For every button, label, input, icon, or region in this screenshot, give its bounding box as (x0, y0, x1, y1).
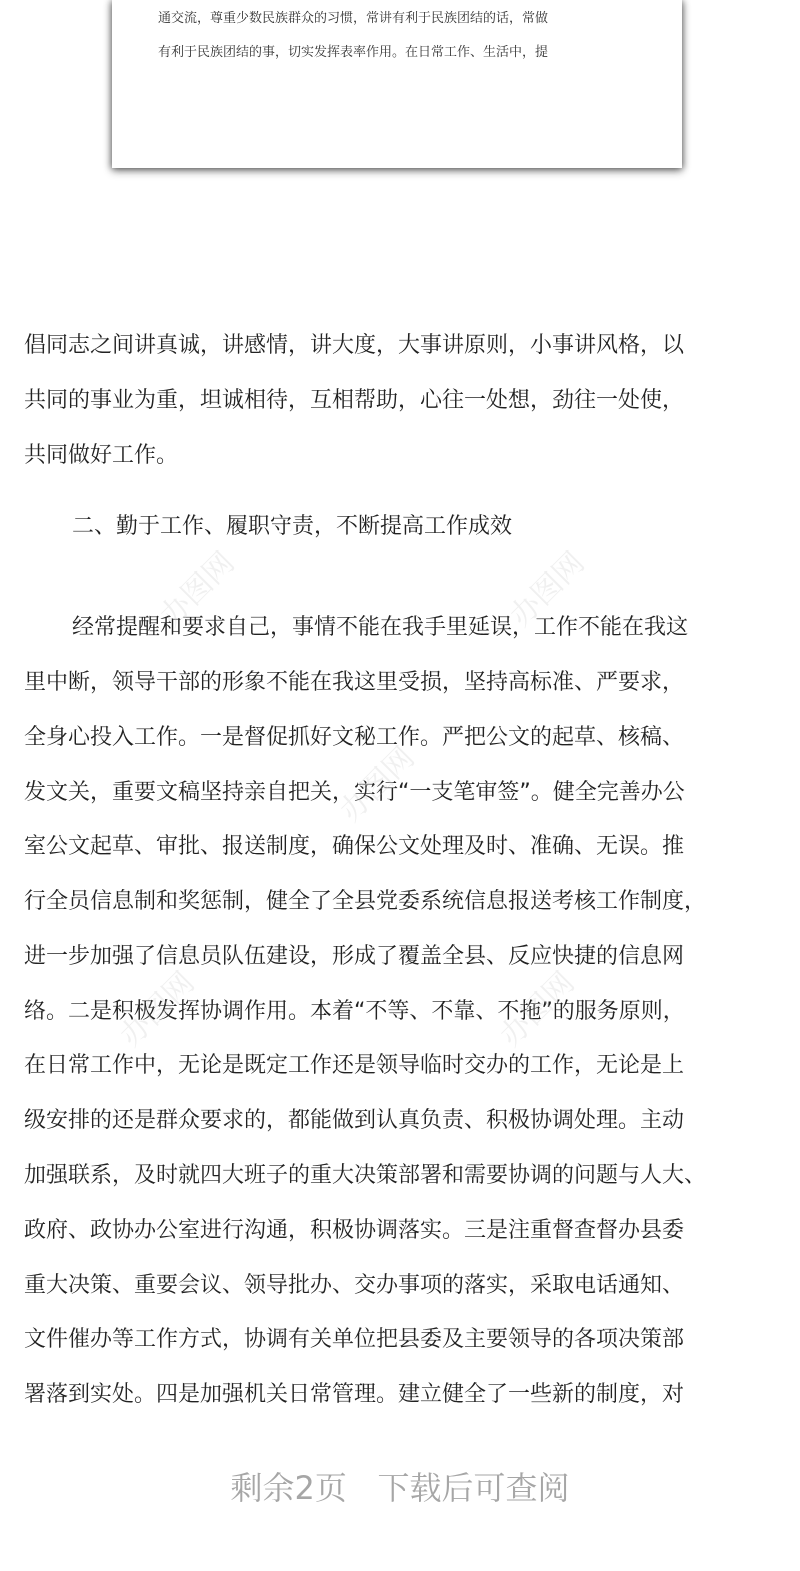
paragraph-line: 室公文起草、审批、报送制度，确保公文处理及时、准确、无误。推 (24, 834, 685, 859)
paragraph-line: 署落到实处。四是加强机关日常管理。建立健全了一些新的制度，对 (24, 1382, 685, 1407)
preview-page-card (112, 0, 682, 168)
paragraph-line: 经常提醒和要求自己，事情不能在我手里延误，工作不能在我这 (72, 615, 689, 640)
paragraph-line: 加强联系，及时就四大班子的重大决策部署和需要协调的问题与人大、 (24, 1163, 707, 1188)
preview-text-line: 通交流，尊重少数民族群众的习惯，常讲有利于民族团结的话，常做 (158, 11, 549, 26)
paragraph-line: 在日常工作中，无论是既定工作还是领导临时交办的工作，无论是上 (24, 1053, 685, 1078)
paragraph-line: 重大决策、重要会议、领导批办、交办事项的落实，采取电话通知、 (24, 1273, 685, 1298)
paragraph-line: 倡同志之间讲真诚，讲感情，讲大度，大事讲原则，小事讲风格，以 (24, 333, 685, 358)
paragraph-line: 文件催办等工作方式，协调有关单位把县委及主要领导的各项决策部 (24, 1327, 685, 1352)
paragraph-line: 共同做好工作。 (24, 443, 179, 468)
remaining-pages-text: 剩余2页 (230, 1469, 347, 1507)
paragraph-line: 里中断，领导干部的形象不能在我这里受损，坚持高标准、严要求， (24, 670, 685, 695)
paragraph-line: 行全员信息制和奖惩制，健全了全县党委系统信息报送考核工作制度， (24, 889, 707, 914)
paragraph-line: 共同的事业为重，坦诚相待，互相帮助，心往一处想，劲往一处使， (24, 388, 685, 413)
paragraph-line: 络。二是积极发挥协调作用。本着“不等、不靠、不拖”的服务原则， (24, 999, 685, 1024)
paragraph-line: 发文关，重要文稿坚持亲自把关，实行“一支笔审签”。健全完善办公 (24, 780, 685, 805)
section-heading: 二、勤于工作、履职守责，不断提高工作成效 (72, 514, 513, 539)
remaining-pages-notice[interactable] (0, 1466, 800, 1510)
paragraph-line: 级安排的还是群众要求的，都能做到认真负责、积极协调处理。主动 (24, 1108, 685, 1133)
paragraph-line: 全身心投入工作。一是督促抓好文秘工作。严把公文的起草、核稿、 (24, 725, 685, 750)
watermark: 办图网 (333, 740, 422, 829)
paragraph-line: 政府、政协办公室进行沟通，积极协调落实。三是注重督查督办县委 (24, 1218, 685, 1243)
paragraph-line: 进一步加强了信息员队伍建设，形成了覆盖全县、反应快捷的信息网 (24, 944, 685, 969)
download-hint-text: 下载后可查阅 (377, 1469, 570, 1507)
watermark: 办图网 (153, 545, 242, 634)
watermark: 办图网 (503, 545, 592, 634)
preview-text-line: 有利于民族团结的事，切实发挥表率作用。在日常工作、生活中，提 (158, 45, 549, 60)
watermark: 办图网 (113, 965, 202, 1054)
watermark: 办图网 (493, 965, 582, 1054)
